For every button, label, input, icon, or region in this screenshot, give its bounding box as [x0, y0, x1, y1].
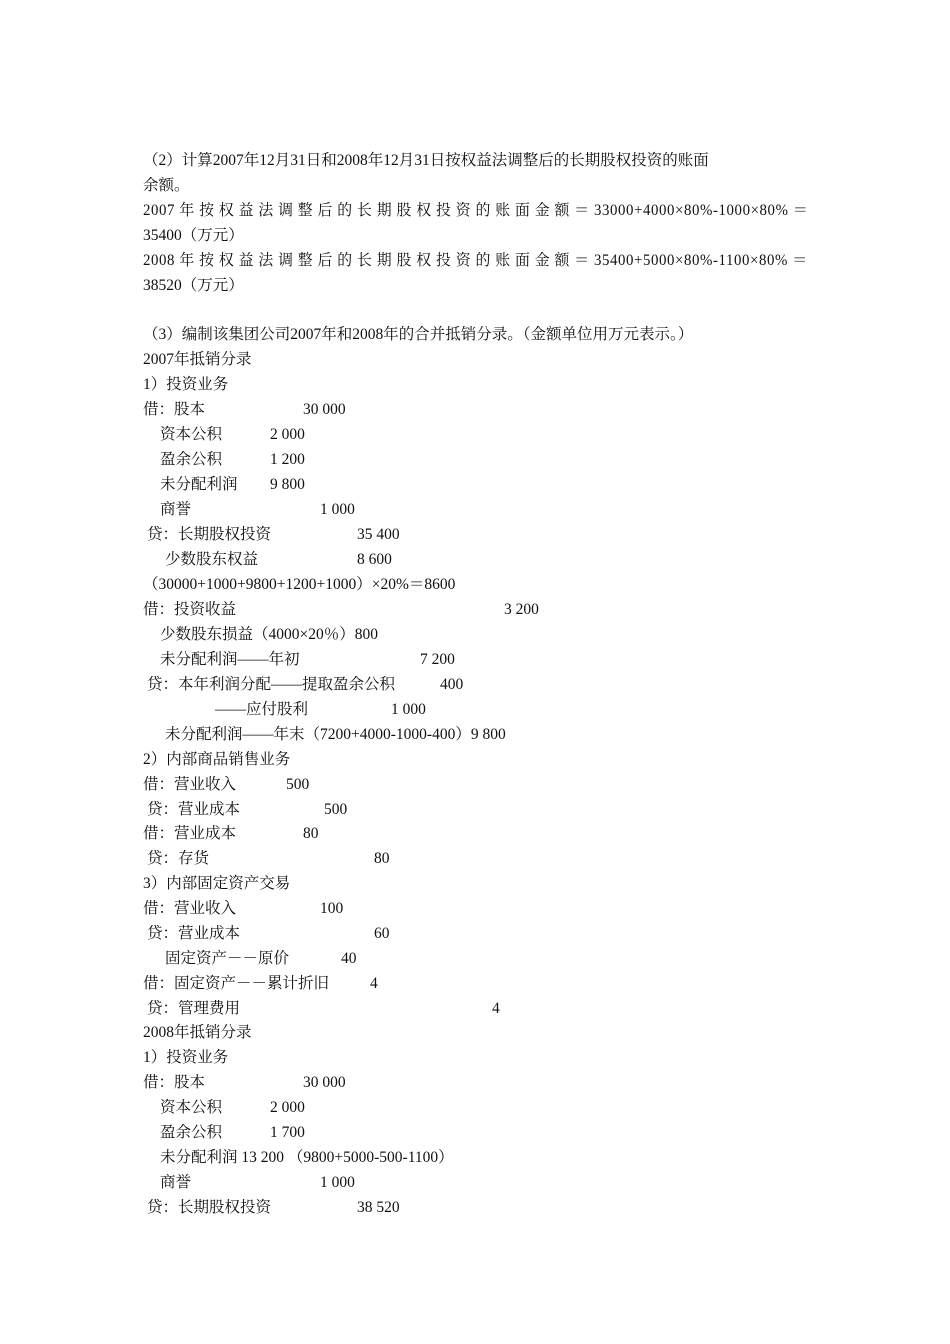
entry-amount: 3 200 [504, 601, 539, 618]
calc-2007-line2: 35400（万元） [143, 227, 244, 244]
entry-label: 借：固定资产－－累计折旧 [143, 975, 330, 992]
entry-label: 资本公积 [160, 1099, 223, 1116]
entry-label: 借：营业收入 [143, 900, 237, 917]
entry-amount: 38 520 [357, 1199, 400, 1216]
section2-question-line1: （2）计算2007年12月31日和2008年12月31日按权益法调整后的长期股权投资的账面 [143, 152, 709, 169]
entry-label: 固定资产－－原价 [165, 950, 290, 967]
entry-label: 借：股本 [143, 401, 206, 418]
entry-label: 贷：管理费用 [147, 1000, 241, 1017]
entry-label: 贷：本年利润分配——提取盈余公积 [147, 676, 396, 693]
entry-label: ——应付股利 [215, 701, 309, 718]
entry-label: 借：投资收益 [143, 601, 237, 618]
entry-label: 未分配利润——年初 [160, 651, 300, 668]
entry-label: 少数股东权益 [165, 551, 259, 568]
calc-2008-line2: 38520（万元） [143, 277, 244, 294]
entry-text: 未分配利润——年末（7200+4000-1000-400）9 800 [165, 726, 506, 743]
entry-label: 借：营业成本 [143, 825, 237, 842]
entry-amount: 30 000 [303, 1074, 346, 1091]
calc-2008-line1: 2008 年 按 权 益 法 调 整 后 的 长 期 股 权 投 资 的 账 面 金 额 ＝ 35400+5000×80%-1100×80% ＝ [143, 252, 808, 269]
entry-amount: 9 800 [270, 476, 305, 493]
sales-title-2007: 2）内部商品销售业务 [143, 751, 291, 768]
entry-amount: 4 [492, 1000, 500, 1017]
entry-label: 盈余公积 [160, 451, 223, 468]
entry-amount: 4 [370, 975, 378, 992]
entry-amount: 400 [440, 676, 464, 693]
heading-2008: 2008年抵销分录 [143, 1024, 252, 1041]
entry-text: 少数股东损益（4000×20％）800 [160, 626, 378, 643]
entry-amount: 1 200 [270, 451, 305, 468]
entry-label: 贷：长期股权投资 [147, 1199, 272, 1216]
entry-label: 贷：营业成本 [147, 801, 241, 818]
entry-amount: 1 700 [270, 1124, 305, 1141]
entry-amount: 7 200 [420, 651, 455, 668]
entry-label: 借：营业收入 [143, 776, 237, 793]
entry-amount: 40 [341, 950, 357, 967]
entry-label: 贷：存货 [147, 850, 210, 867]
entry-amount: 1 000 [320, 501, 355, 518]
entry-amount: 60 [374, 925, 390, 942]
investment-title-2008: 1）投资业务 [143, 1049, 229, 1066]
section3-title: （3）编制该集团公司2007年和2008年的合并抵销分录。（金额单位用万元表示。） [143, 326, 694, 343]
entry-label: 商誉 [160, 501, 192, 518]
entry-label: 贷：长期股权投资 [147, 526, 272, 543]
entry-amount: 500 [324, 801, 348, 818]
entry-amount: 35 400 [357, 526, 400, 543]
entry-label: 资本公积 [160, 426, 223, 443]
entry-amount: 80 [374, 850, 390, 867]
fixed-asset-title-2007: 3）内部固定资产交易 [143, 875, 291, 892]
entry-label: 借：股本 [143, 1074, 206, 1091]
section2-question-line2: 余额。 [143, 177, 190, 194]
investment-title-2007: 1）投资业务 [143, 376, 229, 393]
entry-text: 未分配利润 13 200 （9800+5000-500-1100） [160, 1149, 454, 1166]
entry-amount: 30 000 [303, 401, 346, 418]
heading-2007: 2007年抵销分录 [143, 351, 252, 368]
entry-amount: 2 000 [270, 1099, 305, 1116]
minority-formula: （30000+1000+9800+1200+1000）×20%＝8600 [143, 576, 456, 593]
entry-amount: 500 [286, 776, 310, 793]
entry-amount: 1 000 [391, 701, 426, 718]
entry-label: 未分配利润 [160, 476, 238, 493]
calc-2007-line1: 2007 年 按 权 益 法 调 整 后 的 长 期 股 权 投 资 的 账 面 金 额 ＝ 33000+4000×80%-1000×80% ＝ [143, 202, 809, 219]
entry-label: 贷：营业成本 [147, 925, 241, 942]
entry-amount: 8 600 [357, 551, 392, 568]
entry-amount: 80 [303, 825, 319, 842]
entry-amount: 1 000 [320, 1174, 355, 1191]
entry-label: 盈余公积 [160, 1124, 223, 1141]
entry-label: 商誉 [160, 1174, 192, 1191]
entry-amount: 2 000 [270, 426, 305, 443]
entry-amount: 100 [320, 900, 344, 917]
